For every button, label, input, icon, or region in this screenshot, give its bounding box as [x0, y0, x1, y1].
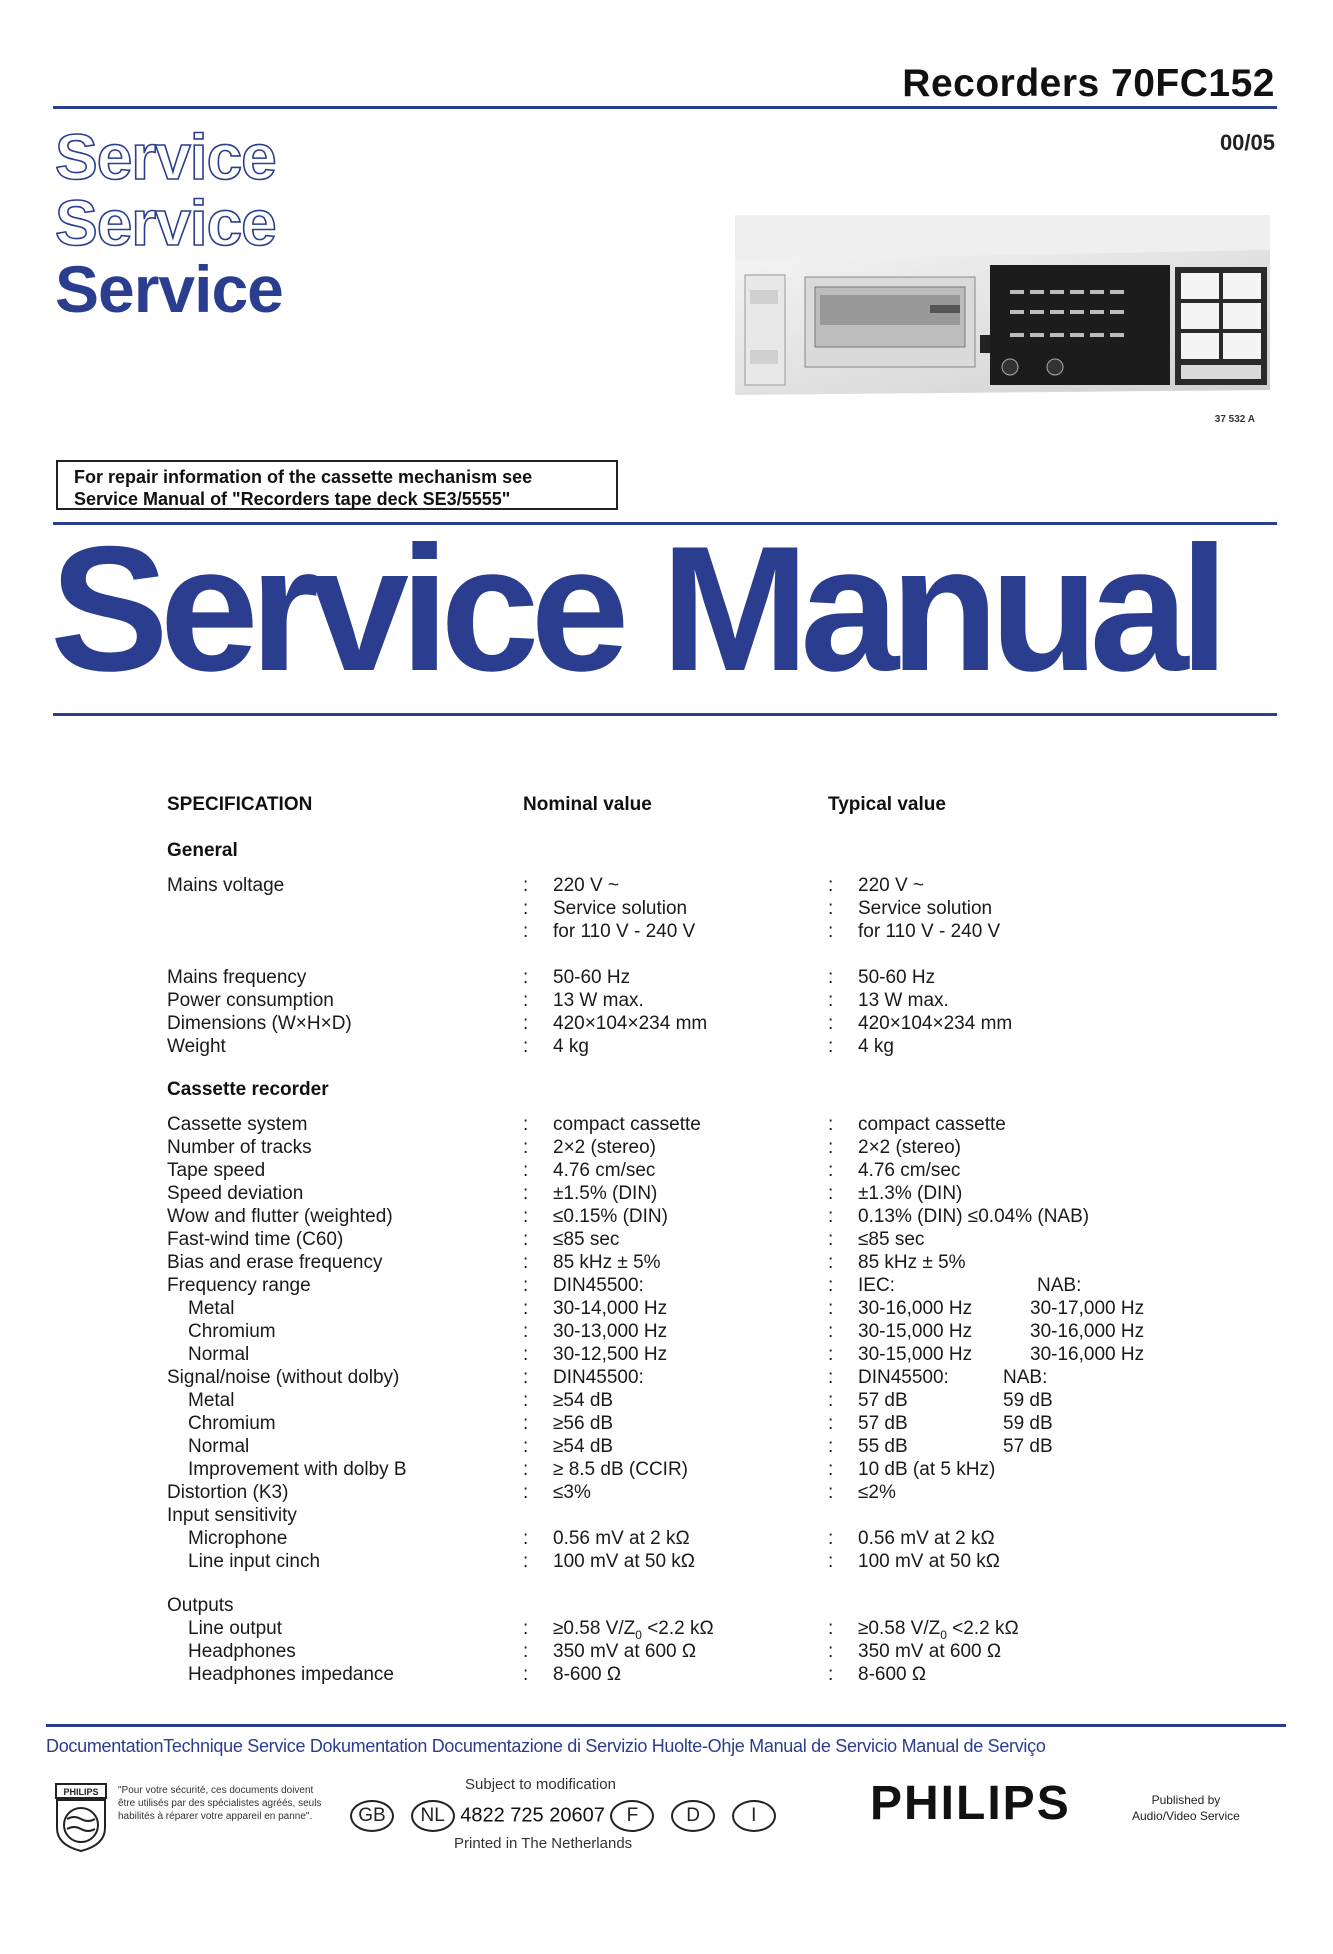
general-row-typical: for 110 V - 240 V	[858, 921, 1001, 942]
cassette-nominal-colon: :	[523, 1459, 529, 1480]
cassette-row-nominal: ≥54 dB	[553, 1390, 614, 1411]
section-general: General	[167, 840, 238, 861]
cassette-nominal-colon: :	[523, 1229, 529, 1250]
cassette-row-typical: 30-15,000 Hz	[858, 1321, 973, 1342]
cassette-row-typical-nab: 30-17,000 Hz	[1030, 1298, 1145, 1319]
subject-to-modification: Subject to modification	[465, 1776, 616, 1793]
service-word-solid: Service	[55, 252, 283, 326]
general-row-typical: 420×104×234 mm	[858, 1013, 1013, 1034]
outputs-nominal-colon: :	[523, 1641, 529, 1662]
published-line-1: Published by	[1151, 1793, 1221, 1807]
repair-note-box	[56, 460, 618, 510]
general-row-typical: 50-60 Hz	[858, 967, 936, 988]
general-row-label: Dimensions (W×H×D)	[167, 1013, 352, 1034]
cassette-typical-colon: :	[828, 1183, 834, 1204]
cassette-nominal-colon: :	[523, 1344, 529, 1365]
cassette-nominal-colon: :	[523, 1137, 529, 1158]
cassette-row-nominal: ≤3%	[553, 1482, 591, 1503]
cassette-row-label: Wow and flutter (weighted)	[167, 1206, 393, 1227]
general-row-typical: 4 kg	[858, 1036, 894, 1057]
main-title: Service Manual	[50, 509, 1221, 708]
cassette-row-nominal: DIN45500:	[553, 1367, 644, 1388]
cassette-row-typical: 100 mV at 50 kΩ	[858, 1551, 1000, 1572]
cassette-row-typical-nab: NAB:	[1003, 1367, 1048, 1388]
cassette-row-nominal: 30-12,500 Hz	[553, 1344, 668, 1365]
general-row-nominal: 220 V ~	[553, 875, 620, 896]
cassette-row-typical: IEC:	[858, 1275, 895, 1296]
cassette-row-typical: 85 kHz ± 5%	[858, 1252, 966, 1273]
cassette-row-nominal: 30-13,000 Hz	[553, 1321, 668, 1342]
general-row-label: Weight	[167, 1036, 226, 1057]
outputs-row-label: Line output	[188, 1618, 283, 1639]
outputs-row-nominal: 350 mV at 600 Ω	[553, 1641, 697, 1662]
cassette-typical-colon: :	[828, 1482, 834, 1503]
cassette-row-nominal: 100 mV at 50 kΩ	[553, 1551, 695, 1572]
spec-header-nominal: Nominal value	[523, 794, 652, 815]
cassette-nominal-colon: :	[523, 1321, 529, 1342]
general-row-nominal: for 110 V - 240 V	[553, 921, 696, 942]
cassette-nominal-colon: :	[523, 1114, 529, 1135]
cassette-row-typical-nab: 30-16,000 Hz	[1030, 1344, 1145, 1365]
country-code-f: F	[610, 1800, 654, 1832]
cassette-row-typical: ≤2%	[858, 1482, 896, 1503]
cassette-row-label: Microphone	[188, 1528, 288, 1549]
cassette-row-nominal: ≥56 dB	[553, 1413, 614, 1434]
footer-rule	[46, 1724, 1286, 1727]
page-title: Recorders 70FC152	[902, 62, 1275, 105]
cassette-typical-colon: :	[828, 1137, 834, 1158]
general-row-nominal: 420×104×234 mm	[553, 1013, 708, 1034]
cassette-nominal-colon: :	[523, 1436, 529, 1457]
cassette-typical-colon: :	[828, 1344, 834, 1365]
issue-code: 00/05	[1219, 130, 1275, 155]
country-code-nl: NL	[411, 1800, 455, 1832]
outputs-row-typical: 350 mV at 600 Ω	[858, 1641, 1002, 1662]
cassette-row-label: Cassette system	[167, 1114, 308, 1135]
cassette-nominal-colon: :	[523, 1390, 529, 1411]
service-word-outline-1: Service	[55, 121, 276, 193]
cassette-row-label: Input sensitivity	[167, 1505, 297, 1526]
cassette-deck-photo	[735, 215, 1270, 395]
cassette-typical-colon: :	[828, 1275, 834, 1296]
cassette-typical-colon: :	[828, 1390, 834, 1411]
cassette-typical-colon: :	[828, 1298, 834, 1319]
cassette-row-label: Fast-wind time (C60)	[167, 1229, 344, 1250]
general-typical-colon: :	[828, 1013, 834, 1034]
cassette-row-nominal: ≥54 dB	[553, 1436, 614, 1457]
cassette-row-label: Metal	[188, 1298, 235, 1319]
cassette-row-typical: 4.76 cm/sec	[858, 1160, 961, 1181]
cassette-nominal-colon: :	[523, 1183, 529, 1204]
cassette-row-label: Normal	[188, 1436, 250, 1457]
cassette-nominal-colon: :	[523, 1275, 529, 1296]
section-cassette: Cassette recorder	[167, 1079, 329, 1100]
philips-logo: PHILIPS	[870, 1777, 1071, 1830]
cassette-row-typical: 57 dB	[858, 1413, 908, 1434]
cassette-row-typical: 30-16,000 Hz	[858, 1298, 973, 1319]
photo-code: 37 532 A	[1214, 414, 1255, 425]
repair-note-line-1: For repair information of the cassette mechanism see	[74, 467, 533, 487]
cassette-row-label: Improvement with dolby B	[188, 1459, 407, 1480]
general-nominal-colon: :	[523, 921, 529, 942]
general-row-typical: 220 V ~	[858, 875, 925, 896]
cassette-row-label: Distortion (K3)	[167, 1482, 289, 1503]
cassette-typical-colon: :	[828, 1229, 834, 1250]
philips-shield-icon	[55, 1783, 107, 1853]
general-typical-colon: :	[828, 875, 834, 896]
general-nominal-colon: :	[523, 990, 529, 1011]
cassette-row-label: Chromium	[188, 1413, 276, 1434]
printed-in: Printed in The Netherlands	[454, 1835, 633, 1852]
cassette-row-nominal: 85 kHz ± 5%	[553, 1252, 661, 1273]
document-number: 4822 725 20607	[460, 1804, 605, 1827]
spec-header-label: SPECIFICATION	[167, 794, 313, 815]
general-nominal-colon: :	[523, 1013, 529, 1034]
cassette-row-label: Number of tracks	[167, 1137, 312, 1158]
cassette-row-label: Tape speed	[167, 1160, 266, 1181]
country-code-d: D	[671, 1800, 715, 1832]
cassette-row-label: Frequency range	[167, 1275, 311, 1296]
cassette-nominal-colon: :	[523, 1551, 529, 1572]
cassette-nominal-colon: :	[523, 1298, 529, 1319]
cassette-row-nominal: ≥ 8.5 dB (CCIR)	[553, 1459, 689, 1480]
cassette-typical-colon: :	[828, 1252, 834, 1273]
cassette-row-label: Chromium	[188, 1321, 276, 1342]
cassette-typical-colon: :	[828, 1367, 834, 1388]
cassette-row-nominal: compact cassette	[553, 1114, 701, 1135]
cassette-row-typical-nab: 59 dB	[1003, 1390, 1053, 1411]
service-word-outline-2: Service	[55, 187, 276, 259]
outputs-nominal-colon: :	[523, 1618, 529, 1639]
outputs-typical-colon: :	[828, 1664, 834, 1685]
published-line-2: Audio/Video Service	[1132, 1809, 1240, 1823]
general-row-label: Mains frequency	[167, 967, 307, 988]
general-nominal-colon: :	[523, 1036, 529, 1057]
outputs-row-typical: 8-600 Ω	[858, 1664, 927, 1685]
cassette-typical-colon: :	[828, 1206, 834, 1227]
cassette-typical-colon: :	[828, 1321, 834, 1342]
cassette-row-typical: 30-15,000 Hz	[858, 1344, 973, 1365]
outputs-typical-colon: :	[828, 1641, 834, 1662]
svg-text:PHILIPS: PHILIPS	[63, 1787, 99, 1797]
general-row-nominal: 4 kg	[553, 1036, 589, 1057]
cassette-typical-colon: :	[828, 1160, 834, 1181]
general-nominal-colon: :	[523, 898, 529, 919]
cassette-row-label: Signal/noise (without dolby)	[167, 1367, 400, 1388]
cassette-row-nominal: 0.56 mV at 2 kΩ	[553, 1528, 690, 1549]
cassette-typical-colon: :	[828, 1114, 834, 1135]
cassette-row-typical-nab: 30-16,000 Hz	[1030, 1321, 1145, 1342]
cassette-row-typical: 2×2 (stereo)	[858, 1137, 961, 1158]
general-row-typical: Service solution	[858, 898, 993, 919]
repair-note-line-2: Service Manual of "Recorders tape deck SE3/5555"	[74, 489, 511, 509]
spec-header-typical: Typical value	[828, 794, 946, 815]
cassette-nominal-colon: :	[523, 1160, 529, 1181]
cassette-row-label: Metal	[188, 1390, 235, 1411]
cassette-row-nominal: DIN45500:	[553, 1275, 644, 1296]
cassette-typical-colon: :	[828, 1436, 834, 1457]
cassette-row-nominal: ≤85 sec	[553, 1229, 620, 1250]
cassette-row-typical-nab: 59 dB	[1003, 1413, 1053, 1434]
general-typical-colon: :	[828, 898, 834, 919]
country-code-gb: GB	[350, 1800, 394, 1832]
cassette-row-label: Normal	[188, 1344, 250, 1365]
top-rule	[53, 106, 1277, 109]
cassette-typical-colon: :	[828, 1413, 834, 1434]
cassette-nominal-colon: :	[523, 1413, 529, 1434]
cassette-row-typical-nab: NAB:	[1037, 1275, 1082, 1296]
country-code-i: I	[732, 1800, 776, 1832]
general-row-nominal: 50-60 Hz	[553, 967, 631, 988]
cassette-typical-colon: :	[828, 1528, 834, 1549]
general-row-label: Mains voltage	[167, 875, 285, 896]
general-row-typical: 13 W max.	[858, 990, 949, 1011]
general-row-nominal: 13 W max.	[553, 990, 644, 1011]
cassette-row-typical: 0.56 mV at 2 kΩ	[858, 1528, 995, 1549]
cassette-row-nominal: 4.76 cm/sec	[553, 1160, 656, 1181]
cassette-nominal-colon: :	[523, 1206, 529, 1227]
general-nominal-colon: :	[523, 875, 529, 896]
cassette-row-nominal: 2×2 (stereo)	[553, 1137, 656, 1158]
cassette-row-label: Bias and erase frequency	[167, 1252, 383, 1273]
document-codes	[350, 1800, 776, 1832]
general-nominal-colon: :	[523, 967, 529, 988]
cassette-row-typical-nab: 57 dB	[1003, 1436, 1053, 1457]
outputs-row-nominal: ≥0.58 $V/Z_0 <2.2$ kΩ	[553, 1618, 714, 1642]
cassette-nominal-colon: :	[523, 1252, 529, 1273]
cassette-row-typical: compact cassette	[858, 1114, 1006, 1135]
general-typical-colon: :	[828, 1036, 834, 1057]
cassette-row-nominal: ≤0.15% (DIN)	[553, 1206, 668, 1227]
cassette-nominal-colon: :	[523, 1528, 529, 1549]
section-outputs: Outputs	[167, 1595, 234, 1616]
outputs-row-nominal: 8-600 Ω	[553, 1664, 622, 1685]
published-by	[1132, 1792, 1240, 1824]
outputs-nominal-colon: :	[523, 1664, 529, 1685]
general-row-label: Power consumption	[167, 990, 334, 1011]
cassette-row-label: Speed deviation	[167, 1183, 304, 1204]
cassette-row-typical: 0.13% (DIN) ≤0.04% (NAB)	[858, 1206, 1090, 1227]
general-typical-colon: :	[828, 967, 834, 988]
cassette-nominal-colon: :	[523, 1482, 529, 1503]
cassette-row-typical: DIN45500:	[858, 1367, 949, 1388]
cassette-row-nominal: ±1.5% (DIN)	[553, 1183, 658, 1204]
cassette-typical-colon: :	[828, 1459, 834, 1480]
cassette-row-typical: ≤85 sec	[858, 1229, 925, 1250]
cassette-row-typical: 10 dB (at 5 kHz)	[858, 1459, 996, 1480]
cassette-row-typical: 57 dB	[858, 1390, 908, 1411]
title-bottom-rule	[53, 713, 1277, 716]
general-typical-colon: :	[828, 990, 834, 1011]
cassette-row-nominal: 30-14,000 Hz	[553, 1298, 668, 1319]
cassette-row-typical: ±1.3% (DIN)	[858, 1183, 963, 1204]
footer-languages: DocumentationTechnique Service Dokumentation Documentazione di Servizio Huolte-Ohje Manual de Servicio Manual de Serviço	[46, 1736, 1046, 1756]
general-typical-colon: :	[828, 921, 834, 942]
outputs-typical-colon: :	[828, 1618, 834, 1639]
outputs-row-typical: ≥0.58 $V/Z_0 <2.2$ kΩ	[858, 1618, 1019, 1642]
safety-notice: "Pour votre sécurité, ces documents doivent être utilisés par des spécialistes agréés, seuls habilités à réparer votre appareil en panne".	[118, 1785, 322, 1822]
outputs-row-label: Headphones impedance	[188, 1664, 394, 1685]
general-row-nominal: Service solution	[553, 898, 688, 919]
cassette-row-label: Line input cinch	[188, 1551, 321, 1572]
cassette-row-typical: 55 dB	[858, 1436, 908, 1457]
outputs-row-label: Headphones	[188, 1641, 296, 1662]
cassette-typical-colon: :	[828, 1551, 834, 1572]
cassette-nominal-colon: :	[523, 1367, 529, 1388]
